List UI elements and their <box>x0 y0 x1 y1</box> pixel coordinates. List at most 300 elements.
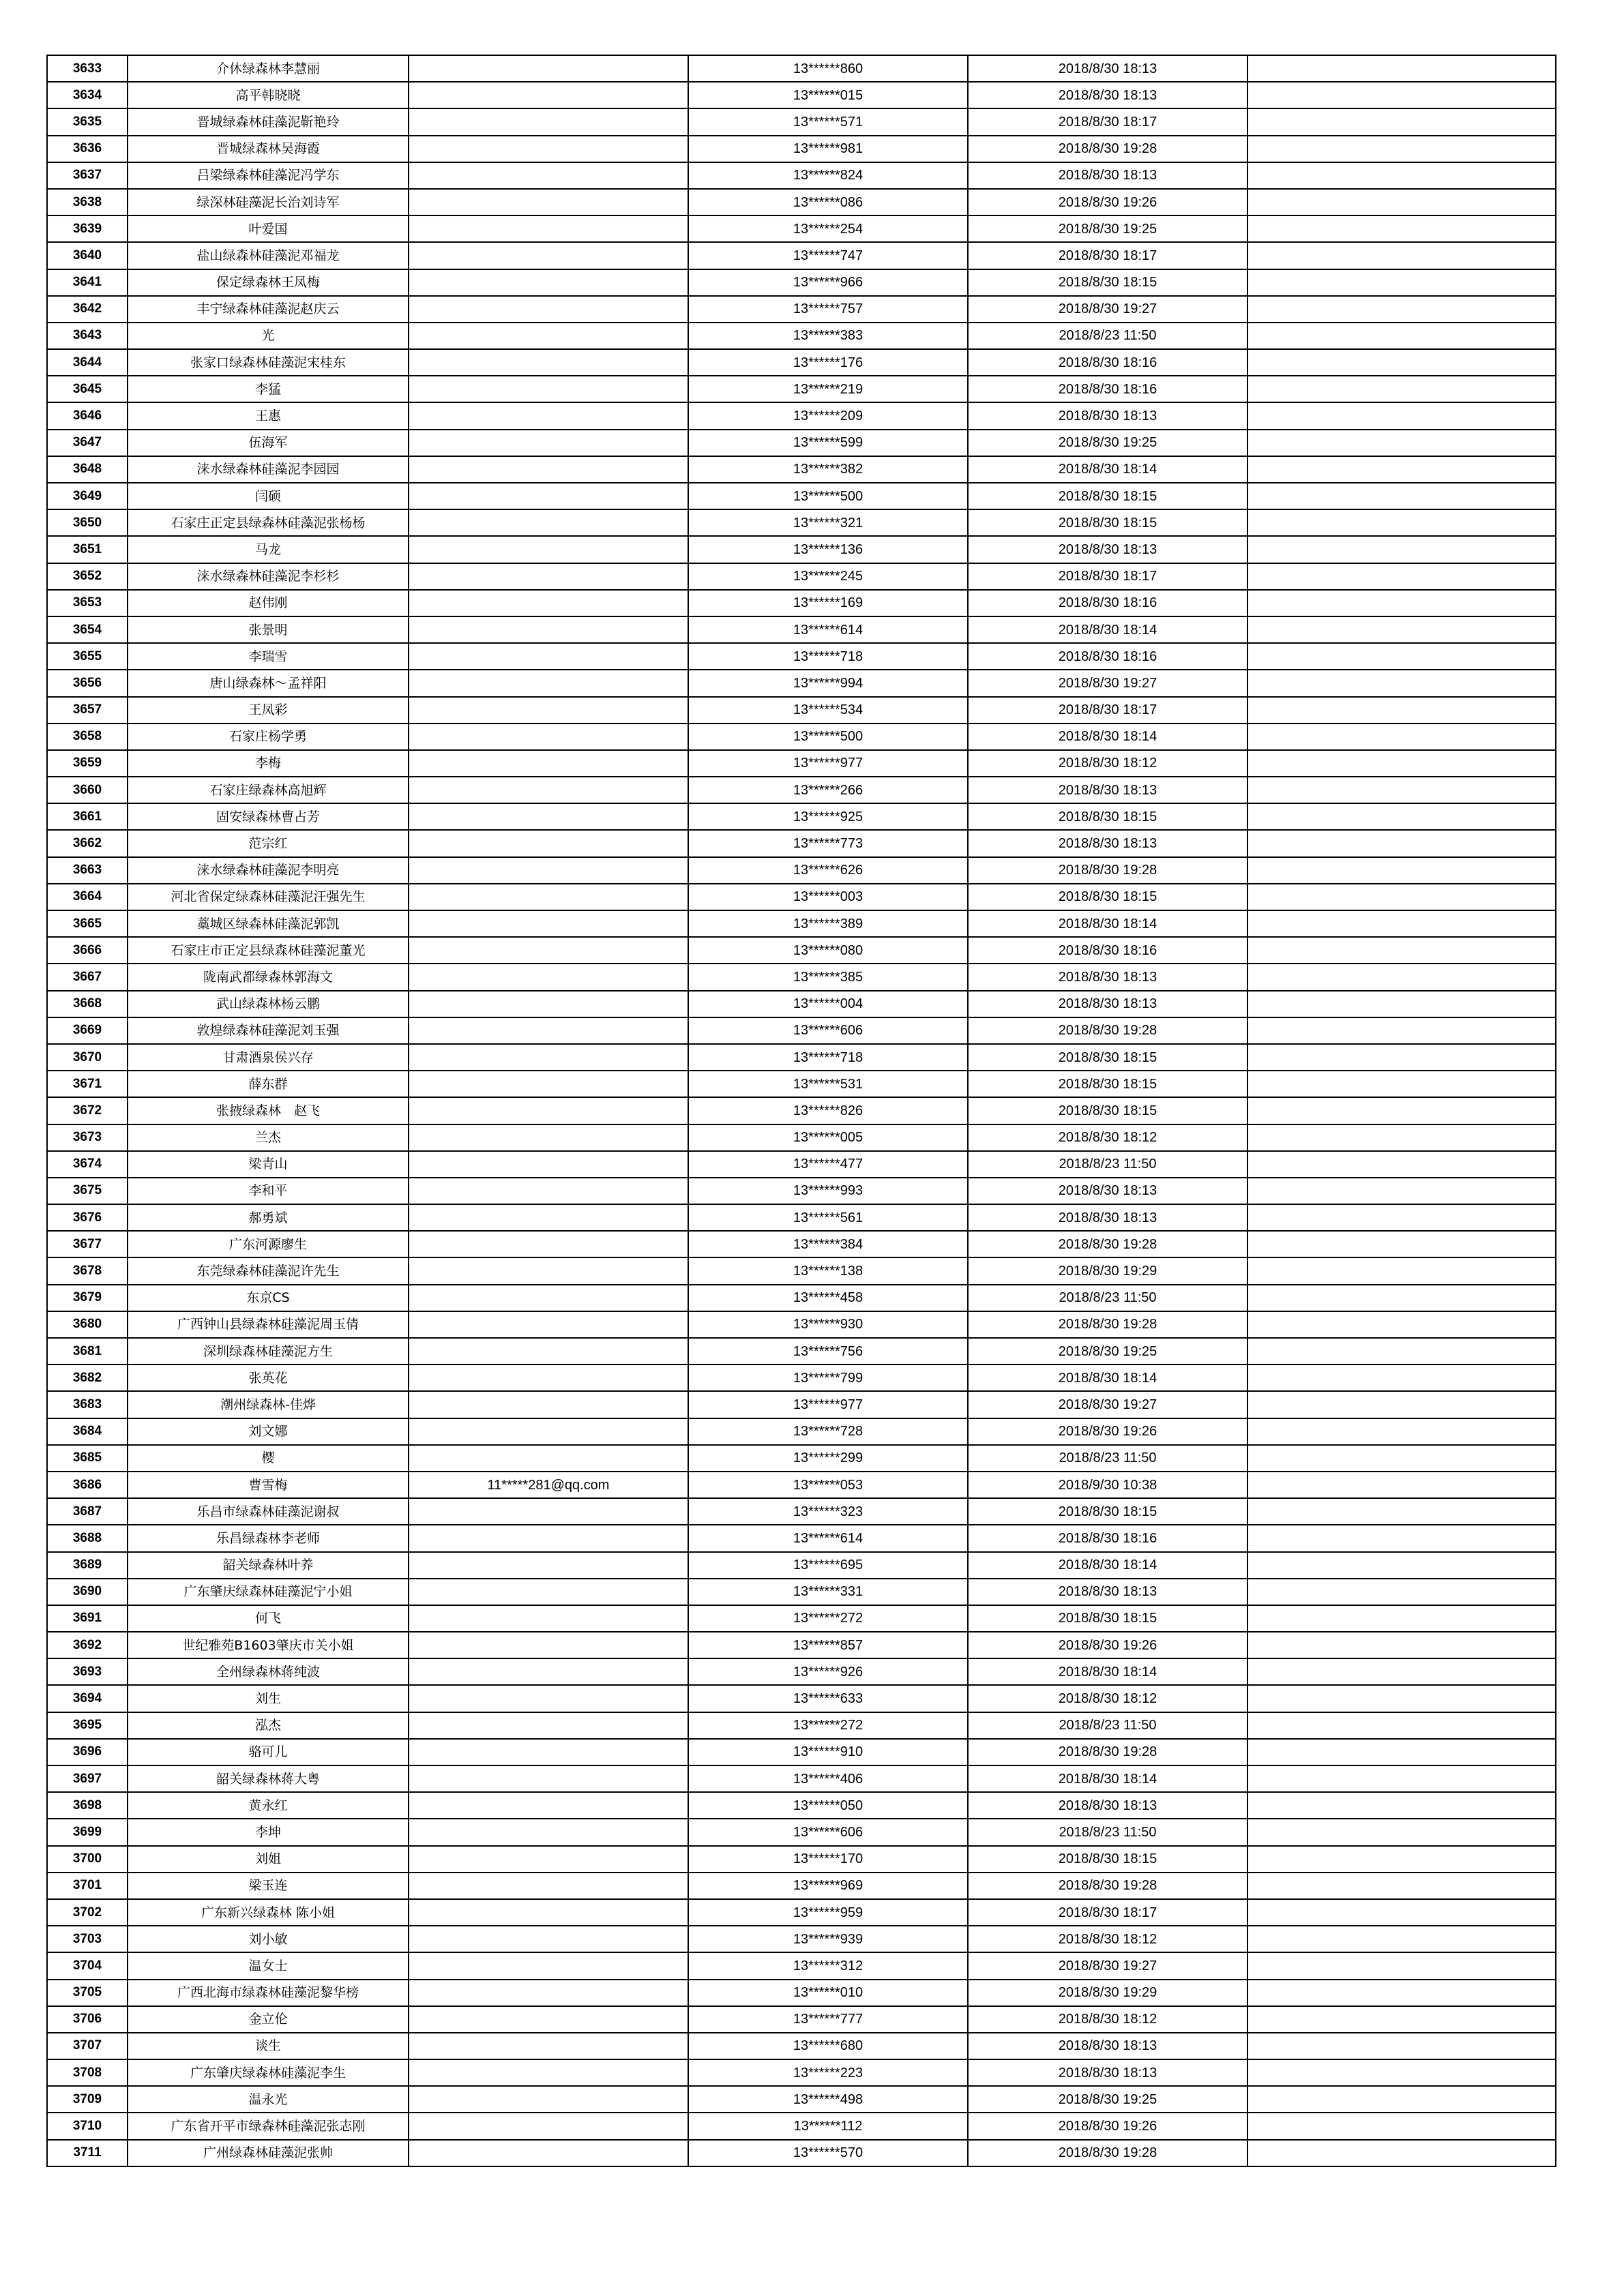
name-cell: 广东新兴绿森林 陈小姐 <box>128 1899 409 1926</box>
extra-cell <box>1247 55 1556 82</box>
email-cell <box>409 1712 688 1739</box>
email-cell <box>409 643 688 670</box>
row-number-cell: 3708 <box>47 2059 128 2086</box>
extra-cell <box>1247 1632 1556 1658</box>
extra-cell <box>1247 82 1556 108</box>
extra-cell <box>1247 1952 1556 1979</box>
name-cell: 郝勇斌 <box>128 1204 409 1231</box>
extra-cell <box>1247 296 1556 323</box>
table-row <box>47 1017 1556 1044</box>
email-cell <box>409 1952 688 1979</box>
row-number-cell: 3661 <box>47 803 128 830</box>
name-cell: 张景明 <box>128 616 409 643</box>
phone-cell: 13******458 <box>688 1285 968 1311</box>
extra-cell <box>1247 430 1556 456</box>
name-cell: 温永光 <box>128 2086 409 2113</box>
extra-cell <box>1247 1498 1556 1525</box>
row-number-cell: 3676 <box>47 1204 128 1231</box>
table-row <box>47 1178 1556 1204</box>
phone-cell: 13******777 <box>688 2006 968 2033</box>
table-row <box>47 323 1556 349</box>
name-cell: 石家庄杨学勇 <box>128 724 409 750</box>
email-cell <box>409 670 688 696</box>
extra-cell <box>1247 1472 1556 1498</box>
row-number-cell: 3678 <box>47 1257 128 1284</box>
phone-cell: 13******626 <box>688 857 968 884</box>
phone-cell: 13******531 <box>688 1071 968 1097</box>
phone-cell: 13******977 <box>688 1391 968 1418</box>
timestamp-cell: 2018/8/30 18:14 <box>968 1765 1247 1792</box>
email-cell <box>409 1873 688 1899</box>
timestamp-cell: 2018/9/30 10:38 <box>968 1472 1247 1498</box>
timestamp-cell: 2018/8/30 18:15 <box>968 1498 1247 1525</box>
timestamp-cell: 2018/8/30 18:14 <box>968 456 1247 483</box>
timestamp-cell: 2018/8/30 18:13 <box>968 2033 1247 2059</box>
table-row <box>47 1285 1556 1311</box>
name-cell: 晋城绿森林硅藻泥靳艳玲 <box>128 108 409 135</box>
table-row <box>47 2086 1556 2113</box>
table-row <box>47 1097 1556 1124</box>
timestamp-cell: 2018/8/30 18:17 <box>968 242 1247 269</box>
name-cell: 广东河源廖生 <box>128 1231 409 1257</box>
phone-cell: 13******826 <box>688 1097 968 1124</box>
row-number-cell: 3701 <box>47 1873 128 1899</box>
table-row <box>47 1044 1556 1071</box>
email-cell <box>409 536 688 563</box>
email-cell <box>409 1365 688 1391</box>
row-number-cell: 3657 <box>47 697 128 724</box>
name-cell: 马龙 <box>128 536 409 563</box>
email-cell <box>409 1685 688 1712</box>
row-number-cell: 3685 <box>47 1445 128 1472</box>
timestamp-cell: 2018/8/30 19:26 <box>968 189 1247 215</box>
phone-cell: 13******272 <box>688 1712 968 1739</box>
table-row <box>47 724 1556 750</box>
table-row <box>47 1685 1556 1712</box>
name-cell: 李猛 <box>128 376 409 402</box>
phone-cell: 13******860 <box>688 55 968 82</box>
name-cell: 广东肇庆绿森林硅藻泥宁小姐 <box>128 1579 409 1605</box>
timestamp-cell: 2018/8/30 19:25 <box>968 430 1247 456</box>
extra-cell <box>1247 323 1556 349</box>
table-row <box>47 1899 1556 1926</box>
table-row <box>47 937 1556 964</box>
phone-cell: 13******718 <box>688 1044 968 1071</box>
name-cell: 曹雪梅 <box>128 1472 409 1498</box>
email-cell <box>409 189 688 215</box>
name-cell: 王凤彩 <box>128 697 409 724</box>
name-cell: 韶关绿森林叶养 <box>128 1552 409 1579</box>
row-number-cell: 3646 <box>47 402 128 429</box>
email-cell <box>409 2086 688 2113</box>
email-cell <box>409 1338 688 1365</box>
timestamp-cell: 2018/8/30 18:15 <box>968 884 1247 910</box>
extra-cell <box>1247 1552 1556 1579</box>
row-number-cell: 3694 <box>47 1685 128 1712</box>
email-cell <box>409 1445 688 1472</box>
name-cell: 伍海军 <box>128 430 409 456</box>
table-row <box>47 1846 1556 1873</box>
table-row <box>47 830 1556 856</box>
timestamp-cell: 2018/8/30 19:27 <box>968 1952 1247 1979</box>
name-cell: 骆可儿 <box>128 1739 409 1765</box>
table-row <box>47 1445 1556 1472</box>
name-cell: 涞水绿森林硅藻泥李明亮 <box>128 857 409 884</box>
table-row <box>47 697 1556 724</box>
timestamp-cell: 2018/8/30 18:14 <box>968 910 1247 937</box>
row-number-cell: 3710 <box>47 2113 128 2139</box>
table-row <box>47 1739 1556 1765</box>
extra-cell <box>1247 1739 1556 1765</box>
records-table <box>46 55 1556 2167</box>
phone-cell: 13******223 <box>688 2059 968 2086</box>
row-number-cell: 3699 <box>47 1819 128 1845</box>
email-cell <box>409 1525 688 1551</box>
email-cell <box>409 323 688 349</box>
name-cell: 李瑞雪 <box>128 643 409 670</box>
email-cell <box>409 1765 688 1792</box>
name-cell: 兰杰 <box>128 1124 409 1151</box>
table-row <box>47 296 1556 323</box>
phone-cell: 13******993 <box>688 1178 968 1204</box>
table-row <box>47 1525 1556 1551</box>
phone-cell: 13******534 <box>688 697 968 724</box>
phone-cell: 13******323 <box>688 1498 968 1525</box>
extra-cell <box>1247 1418 1556 1445</box>
extra-cell <box>1247 563 1556 590</box>
extra-cell <box>1247 991 1556 1017</box>
extra-cell <box>1247 590 1556 616</box>
phone-cell: 13******570 <box>688 2140 968 2166</box>
timestamp-cell: 2018/8/30 18:17 <box>968 697 1247 724</box>
timestamp-cell: 2018/8/30 19:27 <box>968 296 1247 323</box>
extra-cell <box>1247 1338 1556 1365</box>
row-number-cell: 3665 <box>47 910 128 937</box>
extra-cell <box>1247 1525 1556 1551</box>
phone-cell: 13******606 <box>688 1017 968 1044</box>
row-number-cell: 3709 <box>47 2086 128 2113</box>
table-row <box>47 1632 1556 1658</box>
timestamp-cell: 2018/8/30 18:13 <box>968 777 1247 803</box>
timestamp-cell: 2018/8/30 18:14 <box>968 616 1247 643</box>
table-row <box>47 269 1556 296</box>
email-cell <box>409 242 688 269</box>
row-number-cell: 3667 <box>47 964 128 990</box>
name-cell: 刘文娜 <box>128 1418 409 1445</box>
timestamp-cell: 2018/8/30 19:26 <box>968 2113 1247 2139</box>
row-number-cell: 3641 <box>47 269 128 296</box>
phone-cell: 13******994 <box>688 670 968 696</box>
table-row <box>47 1311 1556 1338</box>
timestamp-cell: 2018/8/30 18:13 <box>968 1178 1247 1204</box>
phone-cell: 13******747 <box>688 242 968 269</box>
name-cell: 绿深林硅藻泥长治刘诗军 <box>128 189 409 215</box>
email-cell <box>409 830 688 856</box>
timestamp-cell: 2018/8/30 18:15 <box>968 803 1247 830</box>
timestamp-cell: 2018/8/30 18:16 <box>968 590 1247 616</box>
email-cell <box>409 456 688 483</box>
row-number-cell: 3663 <box>47 857 128 884</box>
timestamp-cell: 2018/8/30 18:15 <box>968 483 1247 509</box>
name-cell: 石家庄绿森林高旭辉 <box>128 777 409 803</box>
extra-cell <box>1247 1873 1556 1899</box>
timestamp-cell: 2018/8/30 19:28 <box>968 1231 1247 1257</box>
table-row <box>47 803 1556 830</box>
timestamp-cell: 2018/8/30 18:14 <box>968 1552 1247 1579</box>
phone-cell: 13******053 <box>688 1472 968 1498</box>
timestamp-cell: 2018/8/30 18:13 <box>968 1204 1247 1231</box>
table-row <box>47 189 1556 215</box>
row-number-cell: 3681 <box>47 1338 128 1365</box>
email-cell <box>409 136 688 162</box>
row-number-cell: 3700 <box>47 1846 128 1873</box>
row-number-cell: 3634 <box>47 82 128 108</box>
name-cell: 刘生 <box>128 1685 409 1712</box>
phone-cell: 13******312 <box>688 1952 968 1979</box>
email-cell <box>409 430 688 456</box>
email-cell <box>409 1204 688 1231</box>
extra-cell <box>1247 803 1556 830</box>
email-cell <box>409 937 688 964</box>
row-number-cell: 3636 <box>47 136 128 162</box>
name-cell: 温女士 <box>128 1952 409 1979</box>
extra-cell <box>1247 483 1556 509</box>
email-cell <box>409 563 688 590</box>
name-cell: 闫硕 <box>128 483 409 509</box>
timestamp-cell: 2018/8/30 18:13 <box>968 82 1247 108</box>
email-cell <box>409 1658 688 1685</box>
email-cell <box>409 857 688 884</box>
timestamp-cell: 2018/8/30 19:26 <box>968 1418 1247 1445</box>
extra-cell <box>1247 1257 1556 1284</box>
timestamp-cell: 2018/8/30 18:14 <box>968 724 1247 750</box>
timestamp-cell: 2018/8/30 18:12 <box>968 1124 1247 1151</box>
phone-cell: 13******561 <box>688 1204 968 1231</box>
name-cell: 薛东群 <box>128 1071 409 1097</box>
table-row <box>47 1792 1556 1819</box>
table-row <box>47 2140 1556 2166</box>
extra-cell <box>1247 697 1556 724</box>
name-cell: 樱 <box>128 1445 409 1472</box>
row-number-cell: 3687 <box>47 1498 128 1525</box>
timestamp-cell: 2018/8/30 18:12 <box>968 750 1247 777</box>
name-cell: 赵伟刚 <box>128 590 409 616</box>
row-number-cell: 3638 <box>47 189 128 215</box>
row-number-cell: 3664 <box>47 884 128 910</box>
name-cell: 光 <box>128 323 409 349</box>
row-number-cell: 3695 <box>47 1712 128 1739</box>
extra-cell <box>1247 2006 1556 2033</box>
table-row <box>47 1926 1556 1952</box>
timestamp-cell: 2018/8/30 18:13 <box>968 1792 1247 1819</box>
timestamp-cell: 2018/8/30 18:17 <box>968 1899 1247 1926</box>
extra-cell <box>1247 402 1556 429</box>
timestamp-cell: 2018/8/30 18:16 <box>968 937 1247 964</box>
table-row <box>47 1204 1556 1231</box>
extra-cell <box>1247 349 1556 376</box>
timestamp-cell: 2018/8/30 19:27 <box>968 670 1247 696</box>
extra-cell <box>1247 1712 1556 1739</box>
email-cell <box>409 1980 688 2006</box>
extra-cell <box>1247 189 1556 215</box>
email-cell <box>409 1178 688 1204</box>
timestamp-cell: 2018/8/30 18:13 <box>968 55 1247 82</box>
phone-cell: 13******080 <box>688 937 968 964</box>
email-cell <box>409 82 688 108</box>
row-number-cell: 3675 <box>47 1178 128 1204</box>
row-number-cell: 3666 <box>47 937 128 964</box>
phone-cell: 13******500 <box>688 724 968 750</box>
name-cell: 范宗红 <box>128 830 409 856</box>
row-number-cell: 3689 <box>47 1552 128 1579</box>
extra-cell <box>1247 2086 1556 2113</box>
email-cell <box>409 483 688 509</box>
extra-cell <box>1247 1204 1556 1231</box>
table-row <box>47 1231 1556 1257</box>
name-cell: 涞水绿森林硅藻泥李园园 <box>128 456 409 483</box>
email-cell <box>409 2140 688 2166</box>
extra-cell <box>1247 750 1556 777</box>
phone-cell: 13******138 <box>688 1257 968 1284</box>
timestamp-cell: 2018/8/30 18:13 <box>968 2059 1247 2086</box>
row-number-cell: 3649 <box>47 483 128 509</box>
email-cell <box>409 1231 688 1257</box>
timestamp-cell: 2018/8/30 18:13 <box>968 964 1247 990</box>
name-cell: 石家庄市正定县绿森林硅藻泥董光 <box>128 937 409 964</box>
phone-cell: 13******614 <box>688 1525 968 1551</box>
name-cell: 武山绿森林杨云鹏 <box>128 991 409 1017</box>
phone-cell: 13******969 <box>688 1873 968 1899</box>
email-cell <box>409 884 688 910</box>
email-cell <box>409 215 688 242</box>
row-number-cell: 3684 <box>47 1418 128 1445</box>
name-cell: 藁城区绿森林硅藻泥郭凯 <box>128 910 409 937</box>
phone-cell: 13******382 <box>688 456 968 483</box>
phone-cell: 13******331 <box>688 1579 968 1605</box>
table-row <box>47 1365 1556 1391</box>
name-cell: 广西钟山县绿森林硅藻泥周玉倩 <box>128 1311 409 1338</box>
phone-cell: 13******136 <box>688 536 968 563</box>
timestamp-cell: 2018/8/23 11:50 <box>968 1151 1247 1178</box>
table-row <box>47 1605 1556 1632</box>
extra-cell <box>1247 1658 1556 1685</box>
email-cell <box>409 1311 688 1338</box>
email-cell <box>409 296 688 323</box>
name-cell: 张家口绿森林硅藻泥宋桂东 <box>128 349 409 376</box>
phone-cell: 13******680 <box>688 2033 968 2059</box>
table-row <box>47 991 1556 1017</box>
email-cell <box>409 1044 688 1071</box>
timestamp-cell: 2018/8/30 19:28 <box>968 2140 1247 2166</box>
email-cell <box>409 1739 688 1765</box>
email-cell <box>409 1846 688 1873</box>
row-number-cell: 3706 <box>47 2006 128 2033</box>
name-cell: 晋城绿森林吴海霞 <box>128 136 409 162</box>
extra-cell <box>1247 1579 1556 1605</box>
row-number-cell: 3655 <box>47 643 128 670</box>
table-row <box>47 1552 1556 1579</box>
row-number-cell: 3707 <box>47 2033 128 2059</box>
name-cell: 谈生 <box>128 2033 409 2059</box>
extra-cell <box>1247 1391 1556 1418</box>
phone-cell: 13******209 <box>688 402 968 429</box>
extra-cell <box>1247 509 1556 536</box>
row-number-cell: 3697 <box>47 1765 128 1792</box>
name-cell: 深圳绿森林硅藻泥方生 <box>128 1338 409 1365</box>
timestamp-cell: 2018/8/30 18:13 <box>968 536 1247 563</box>
extra-cell <box>1247 2140 1556 2166</box>
table-row <box>47 910 1556 937</box>
extra-cell <box>1247 777 1556 803</box>
timestamp-cell: 2018/8/30 18:15 <box>968 1044 1247 1071</box>
extra-cell <box>1247 1044 1556 1071</box>
phone-cell: 13******321 <box>688 509 968 536</box>
name-cell: 李坤 <box>128 1819 409 1845</box>
row-number-cell: 3635 <box>47 108 128 135</box>
row-number-cell: 3660 <box>47 777 128 803</box>
table-row <box>47 1124 1556 1151</box>
phone-cell: 13******925 <box>688 803 968 830</box>
extra-cell <box>1247 242 1556 269</box>
row-number-cell: 3642 <box>47 296 128 323</box>
email-cell <box>409 1579 688 1605</box>
extra-cell <box>1247 1819 1556 1845</box>
name-cell: 广西北海市绿森林硅藻泥黎华榜 <box>128 1980 409 2006</box>
email-cell <box>409 991 688 1017</box>
timestamp-cell: 2018/8/30 18:14 <box>968 1658 1247 1685</box>
row-number-cell: 3651 <box>47 536 128 563</box>
row-number-cell: 3693 <box>47 1658 128 1685</box>
email-cell <box>409 1552 688 1579</box>
email-cell <box>409 724 688 750</box>
phone-cell: 13******004 <box>688 991 968 1017</box>
row-number-cell: 3680 <box>47 1311 128 1338</box>
timestamp-cell: 2018/8/23 11:50 <box>968 323 1247 349</box>
name-cell: 梁玉连 <box>128 1873 409 1899</box>
name-cell: 吕梁绿森林硅藻泥冯学东 <box>128 162 409 189</box>
extra-cell <box>1247 1071 1556 1097</box>
timestamp-cell: 2018/8/30 18:13 <box>968 162 1247 189</box>
extra-cell <box>1247 2033 1556 2059</box>
phone-cell: 13******050 <box>688 1792 968 1819</box>
timestamp-cell: 2018/8/30 19:25 <box>968 2086 1247 2113</box>
email-cell <box>409 1151 688 1178</box>
row-number-cell: 3645 <box>47 376 128 402</box>
timestamp-cell: 2018/8/30 18:15 <box>968 269 1247 296</box>
email-cell <box>409 1819 688 1845</box>
row-number-cell: 3692 <box>47 1632 128 1658</box>
extra-cell <box>1247 1605 1556 1632</box>
row-number-cell: 3686 <box>47 1472 128 1498</box>
table-row <box>47 1980 1556 2006</box>
table-row <box>47 964 1556 990</box>
extra-cell <box>1247 937 1556 964</box>
timestamp-cell: 2018/8/23 11:50 <box>968 1445 1247 1472</box>
email-cell <box>409 777 688 803</box>
extra-cell <box>1247 2113 1556 2139</box>
timestamp-cell: 2018/8/30 18:17 <box>968 108 1247 135</box>
extra-cell <box>1247 1765 1556 1792</box>
extra-cell <box>1247 884 1556 910</box>
extra-cell <box>1247 724 1556 750</box>
row-number-cell: 3703 <box>47 1926 128 1952</box>
phone-cell: 13******757 <box>688 296 968 323</box>
email-cell <box>409 1418 688 1445</box>
timestamp-cell: 2018/8/30 18:12 <box>968 1926 1247 1952</box>
row-number-cell: 3650 <box>47 509 128 536</box>
name-cell: 东京CS <box>128 1285 409 1311</box>
timestamp-cell: 2018/8/30 19:28 <box>968 1017 1247 1044</box>
